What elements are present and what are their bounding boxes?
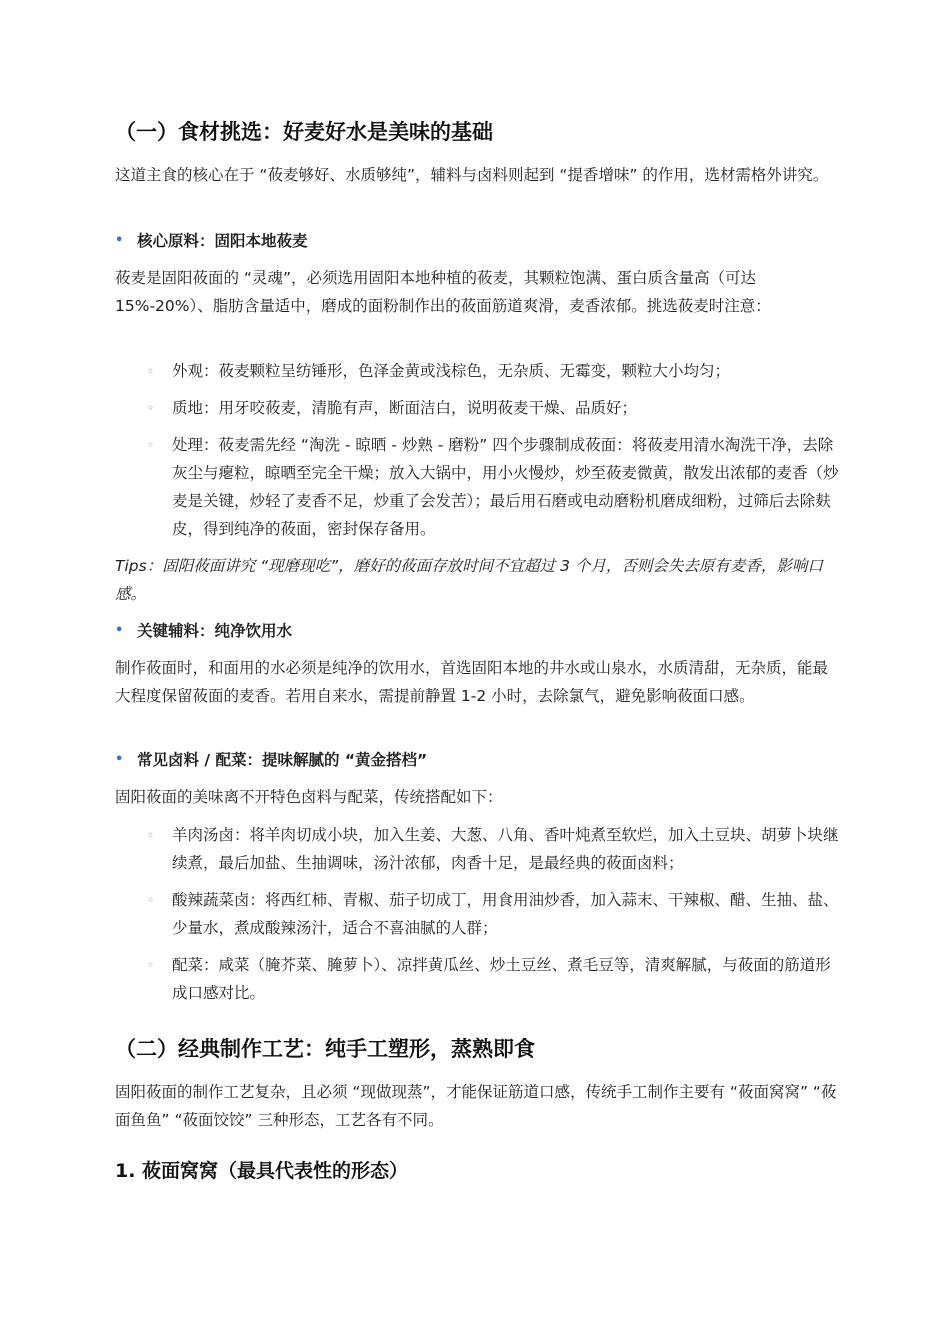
- core-item-text: 外观：莜麦颗粒呈纺锤形，色泽金黄或浅棕色，无杂质、无霉变，颗粒大小均匀；: [172, 362, 731, 380]
- core-heading: 核心原料：固阳本地莜麦: [137, 232, 308, 250]
- sauce-item-3: [147, 951, 840, 1007]
- core-item-3: [147, 431, 840, 543]
- core-item-1: [147, 357, 840, 385]
- core-item-text: 处理：莜麦需先经 “淘洗 - 晾晒 - 炒熟 - 磨粉” 四个步骤制成莜面：将莜麦用清水淘洗干净，去除灰尘与瘪粒，晾晒至完全干燥；放入大锅中，用小火慢炒，炒至莜麦微黄，散发出浓郁的麦香（炒麦是关键，炒轻了麦香不足，炒重了会发苦）；最后用石磨或电动磨粉机磨成细粉，过筛后去除麸皮，得到纯净的莜面，密封保存备用。: [172, 436, 839, 538]
- water-desc: 制作莜面时，和面用的水必须是纯净的饮用水，首选固阳本地的井水或山泉水，水质清甜，无杂质，能最大程度保留莜面的麦香。若用自来水，需提前静置 1-2 小时，去除氯气，避免影响莜面口感。: [115, 659, 829, 705]
- section1-intro: 这道主食的核心在于 “莜麦够好、水质够纯”，辅料与卤料则起到 “提香增味” 的作用，选材需格外讲究。: [115, 166, 829, 184]
- ring-bullet-icon: ◦: [147, 438, 155, 452]
- sauce-heading: 常见卤料 / 配菜：提味解腻的 “黄金搭档”: [137, 751, 428, 769]
- section2-subheading: 1. 莜面窝窝（最具代表性的形态）: [115, 1160, 409, 1182]
- ring-bullet-icon: ◦: [147, 401, 155, 415]
- section2-intro: 固阳莜面的制作工艺复杂，且必须 “现做现蒸”，才能保证筋道口感，传统手工制作主要有 “莜面窝窝” “莜面鱼鱼” “莜面饺饺” 三种形态，工艺各有不同。: [115, 1083, 837, 1129]
- sauce-item-2: [147, 886, 840, 942]
- section2-title: （二）经典制作工艺：纯手工塑形，蒸熟即食: [115, 1037, 535, 1061]
- sauce-item-text: 酸辣蔬菜卤：将西红柿、青椒、茄子切成丁，用食用油炒香，加入蒜末、干辣椒、醋、生抽、盐、少量水，煮成酸辣汤汁，适合不喜油腻的人群；: [172, 891, 839, 937]
- ring-bullet-icon: ◦: [147, 364, 155, 378]
- water-heading-item: [115, 617, 862, 645]
- ring-bullet-icon: ◦: [147, 893, 155, 907]
- sauce-item-text: 羊肉汤卤：将羊肉切成小块，加入生姜、大葱、八角、香叶炖煮至软烂，加入土豆块、胡萝卜块继续煮，最后加盐、生抽调味，汤汁浓郁，肉香十足，是最经典的莜面卤料；: [172, 826, 839, 872]
- sauce-desc: 固阳莜面的美味离不开特色卤料与配菜，传统搭配如下：: [115, 788, 503, 806]
- bullet-dot-icon: •: [115, 752, 124, 767]
- core-tip: Tips：固阳莜面讲究 “现磨现吃”，磨好的莜面存放时间不宜超过 3 个月，否则会失去原有麦香，影响口感。: [115, 557, 823, 603]
- bullet-dot-icon: •: [115, 233, 124, 248]
- core-item-text: 质地：用牙咬莜麦，清脆有声，断面洁白，说明莜麦干燥、品质好；: [172, 399, 638, 417]
- section1-title: （一）食材挑选：好麦好水是美味的基础: [115, 120, 493, 144]
- water-heading: 关键辅料：纯净饮用水: [137, 622, 293, 640]
- core-heading-item: [115, 227, 862, 255]
- core-item-2: [147, 394, 840, 422]
- sauce-heading-item: [115, 746, 862, 774]
- ring-bullet-icon: ◦: [147, 958, 155, 972]
- sauce-item-1: [147, 821, 840, 877]
- sauce-item-text: 配菜：咸菜（腌芥菜、腌萝卜）、凉拌黄瓜丝、炒土豆丝、煮毛豆等，清爽解腻，与莜面的筋道形成口感对比。: [172, 956, 831, 1002]
- bullet-dot-icon: •: [115, 623, 124, 638]
- ring-bullet-icon: ◦: [147, 828, 155, 842]
- core-desc: 莜麦是固阳莜面的 “灵魂”，必须选用固阳本地种植的莜麦，其颗粒饱满、蛋白质含量高（可达 15%-20%）、脂肪含量适中，磨成的面粉制作出的莜面筋道爽滑，麦香浓郁。挑选莜麦时注意：: [115, 269, 771, 315]
